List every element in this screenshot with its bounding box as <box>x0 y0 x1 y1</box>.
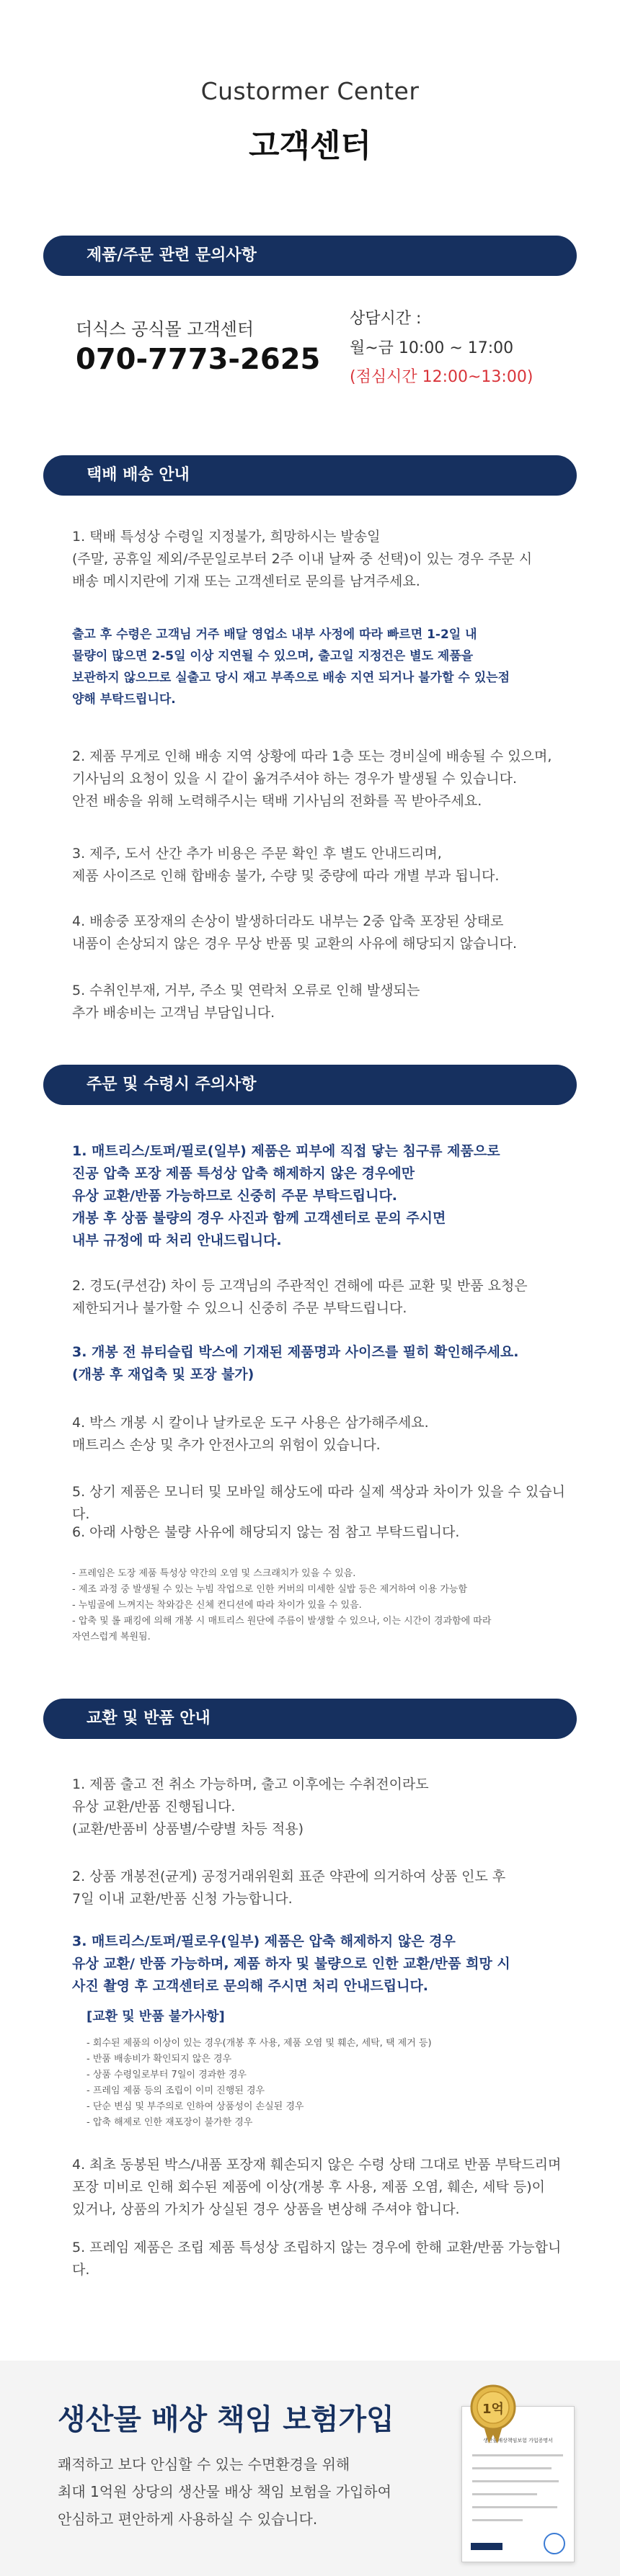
returns-item-3: 3. 매트리스/토퍼/필로우(일부) 제품은 압축 해제하지 않은 경우 유상 교환/ 반품 가능하며, 제품 하자 및 불량으로 인한 교환/반품 희망 시 사진 촬영 후 고객센터로 문의해 주시면 처리 안내드립니다. <box>72 1933 510 1994</box>
contact-phone[interactable]: 070-7773-2625 <box>76 343 321 376</box>
medal-text: 1억 <box>482 2402 504 2417</box>
caution-notes: - 프레임은 도장 제품 특성상 약간의 오염 및 스크래치가 있을 수 있음. - 제조 과정 중 발생될 수 있는 누빔 작업으로 인한 커버의 미세한 실밥 등은 제거하여 이용 가능함 - 누빔골에 느껴지는 착와감은 신체 컨디션에 따라 차이가 있을 수 있음. - 압축 및 롤 패킹에 의해 개봉 시 매트리스 원단에 주름이 발생할 수 있으나, 이는 시간이 경과함에 따라 자연스럽게 복원됨. <box>72 1568 492 1642</box>
delivery-item-3: 3. 제주, 도서 산간 추가 비용은 주문 확인 후 별도 안내드리며, 제품 사이즈로 인해 합배송 불가, 수량 및 중량에 따라 개별 부과 됩니다. <box>72 846 500 884</box>
hours-value: 월~금 10:00 ~ 17:00 <box>350 339 514 357</box>
returns-item-1: 1. 제품 출고 전 취소 가능하며, 출고 이후에는 수취전이라도 유상 교환/반품 진행됩니다. (교환/반품비 상품별/수량별 차등 적용) <box>72 1776 429 1837</box>
caution-item-6: 6. 아래 사항은 불량 사유에 해당되지 않는 점 참고 부탁드립니다. <box>72 1524 460 1540</box>
hours-label: 상담시간 : <box>350 310 422 328</box>
contact-name: 더식스 공식몰 고객센터 <box>76 319 254 339</box>
returns-unavailable-title: [교환 및 반품 불가사항] <box>87 2009 225 2024</box>
delivery-item-4: 4. 배송중 포장재의 손상이 발생하더라도 내부는 2중 압축 포장된 상태로 내품이 손상되지 않은 경우 무상 반품 및 교환의 사유에 해당되지 않습니다. <box>72 913 518 952</box>
section-header-returns: 교환 및 반품 안내 <box>43 1699 577 1739</box>
caution-item-1: 1. 매트리스/토퍼/필로(일부) 제품은 피부에 직접 닿는 침구류 제품으로 진공 압축 포장 제품 특성상 압축 해제하지 않은 경우에만 유상 교환/반품 가능하므로 신중히 주문 부탁드립니다. 개봉 후 상품 불량의 경우 사진과 함께 고객센터로 문의 주시면 내부 규정에 따 처리 안내드립니다. <box>72 1143 500 1248</box>
insurance-text: 쾌적하고 보다 안심할 수 있는 수면환경을 위해 최대 1억원 상당의 생산물 배상 책임 보험을 가입하여 안심하고 편안하게 사용하실 수 있습니다. <box>58 2456 391 2528</box>
caution-item-3: 3. 개봉 전 뷰티슬립 박스에 기재된 제품명과 사이즈를 필히 확인해주세요. (개봉 후 재업축 및 포장 불가) <box>72 1344 519 1382</box>
delivery-notice: 출고 후 수령은 고객님 거주 배달 영업소 내부 사정에 따라 빠르면 1-2일 내 물량이 많으면 2-5일 이상 지연될 수 있으며, 출고일 지정건은 별도 제품을 보관하지 않으므로 실출고 당시 재고 부족으로 배송 지연 되거나 불가할 수 있는점 양해 부탁드립니다. <box>72 627 510 707</box>
caution-item-5: 5. 상기 제품은 모니터 및 모바일 해상도에 따라 실제 색상과 차이가 있을 수 있습니다. <box>72 1484 565 1522</box>
returns-unavailable-list: - 회수된 제품의 이상이 있는 경우(개봉 후 사용, 제품 오염 및 훼손, 세탁, 택 제거 등) - 반품 배송비가 확인되지 않은 경우 - 상품 수령일로부터 7일이 경과한 경우 - 프레임 제품 등의 조립이 이미 진행된 경우 - 단순 변심 및 부주의로 인하여 상품성이 손실된 경우 - 압축 해제로 인한 재포장이 불가한 경우 <box>87 2038 432 2128</box>
caution-item-4: 4. 박스 개봉 시 칼이나 날카로운 도구 사용은 삼가해주세요. 매트리스 손상 및 추가 안전사고의 위험이 있습니다. <box>72 1415 429 1453</box>
insurance-title: 생산물 배상 책임 보험가입 <box>58 2403 394 2436</box>
award-medal-icon <box>470 2384 516 2443</box>
section-header-delivery: 택배 배송 안내 <box>43 455 577 496</box>
caution-item-2: 2. 경도(쿠션감) 차이 등 고객님의 주관적인 견해에 따른 교환 및 반품 요청은 제한되거나 불가할 수 있으니 신중히 주문 부탁드립니다. <box>72 1278 528 1316</box>
returns-item-5: 5. 프레임 제품은 조립 제품 특성상 조립하지 않는 경우에 한해 교환/반품 가능합니다. <box>72 2240 562 2278</box>
returns-item-2: 2. 상품 개봉전(균게) 공정거래위원회 표준 약관에 의거하여 상품 인도 후 7일 이내 교환/반품 신청 가능합니다. <box>72 1869 506 1907</box>
page-title-en: Custormer Center <box>200 77 420 105</box>
returns-item-4: 4. 최초 동봉된 박스/내품 포장재 훼손되지 않은 수령 상태 그대로 반품 부탁드리며 포장 미비로 인해 회수된 제품에 이상(개봉 후 사용, 제품 오염, 훼손, 세탁 등)이 있거나, 상품의 가치가 상실된 경우 상품을 변상해 주셔야 합니다. <box>72 2157 562 2217</box>
delivery-item-2: 2. 제품 무게로 인해 배송 지역 상황에 따라 1층 또는 경비실에 배송될 수 있으며, 기사님의 요청이 있을 시 같이 옮겨주셔야 하는 경우가 발생될 수 있습니다. 안전 배송을 위해 노력해주시는 택배 기사님의 전화를 꼭 받아주세요. <box>72 748 552 809</box>
section-header-contact: 제품/주문 관련 문의사항 <box>43 236 577 276</box>
lunch-hours: (점심시간 12:00~13:00) <box>350 368 533 386</box>
delivery-item-5: 5. 수취인부재, 거부, 주소 및 연락처 오류로 인해 발생되는 추가 배송비는 고객님 부담입니다. <box>72 983 420 1021</box>
delivery-item-1: 1. 택배 특성상 수령일 지정불가, 희망하시는 발송일 (주말, 공휴일 제외/주문일로부터 2주 이내 날짜 중 선택)이 있는 경우 주문 시 배송 메시지란에 기재 또는 고객센터로 문의를 남겨주세요. <box>72 529 533 589</box>
page-title-ko: 고객센터 <box>248 128 371 164</box>
section-header-caution: 주문 및 수령시 주의사항 <box>43 1065 577 1105</box>
certificate-title: 생산물배상책임보험 가입증명서 <box>483 2438 553 2443</box>
